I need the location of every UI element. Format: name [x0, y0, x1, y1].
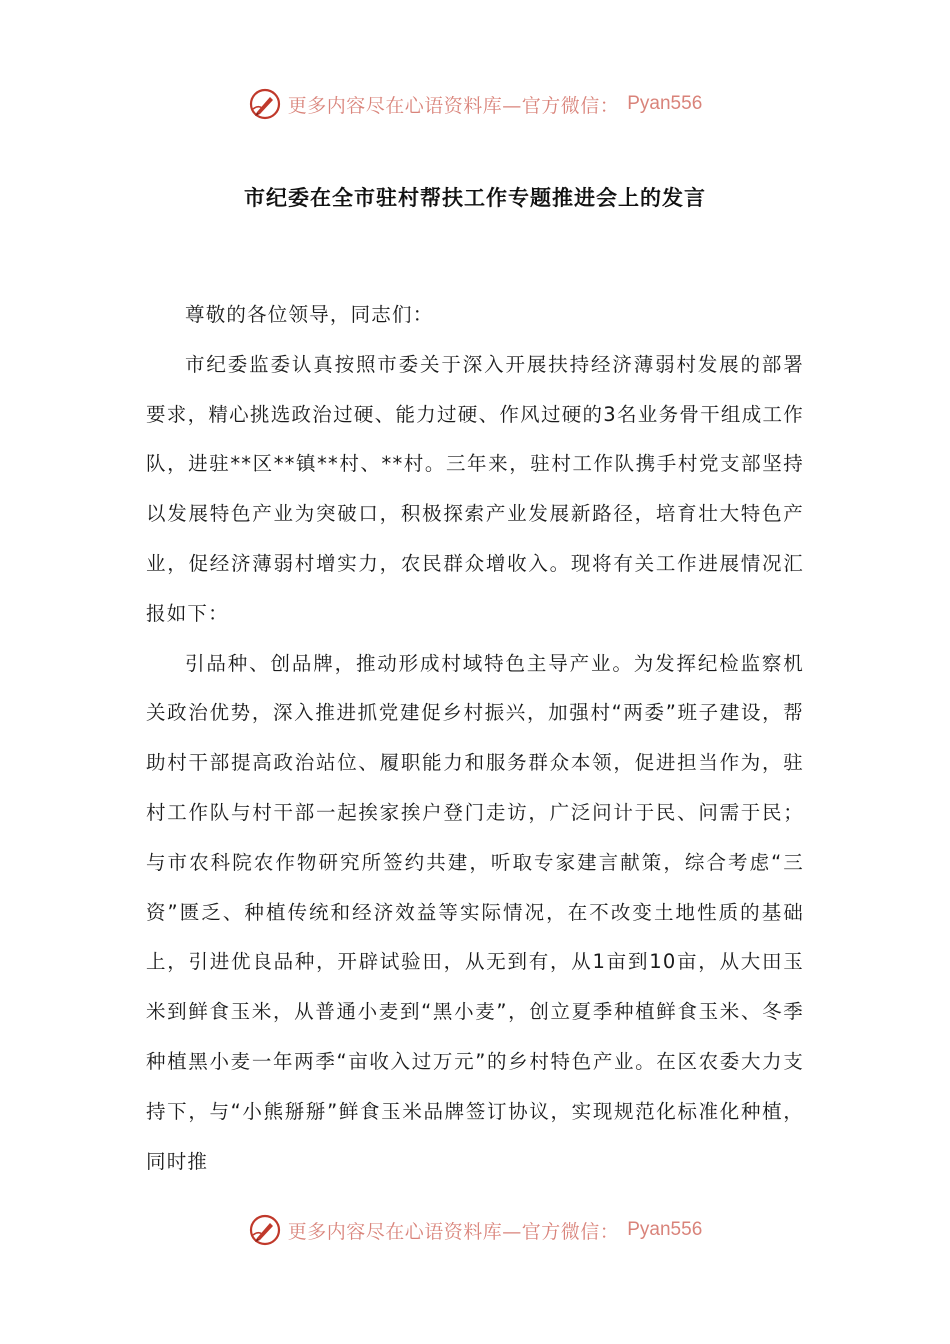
- watermark-wechat-id: Pyan556: [627, 1219, 703, 1240]
- paragraph: 引品种、创品牌，推动形成村域特色主导产业。为发挥纪检监察机关政治优势，深入推进抓党建促乡村振兴，加强村“两委”班子建设，帮助村干部提高政治站位、履职能力和服务群众本领，促进担当作为，驻村工作队与村干部一起挨家挨户登门走访，广泛问计于民、问需于民；与市农科院农作物研究所签约共建，听取专家建言献策，综合考虑“三资”匮乏、种植传统和经济效益等实际情况，在不改变土地性质的基础上，引进优良品种，开辟试验田，从无到有，从1亩到10亩，从大田玉米到鲜食玉米，从普通小麦到“黑小麦”，创立夏季种植鲜食玉米、冬季种植黑小麦一年两季“亩收入过万元”的乡村特色产业。在区农委大力支持下，与“小熊掰掰”鲜食玉米品牌签订协议，实现规范化标准化种植，同时推: [146, 651, 804, 1173]
- pen-logo-icon: [248, 1213, 282, 1247]
- document-title: 市纪委在全市驻村帮扶工作专题推进会上的发言: [244, 186, 706, 210]
- document-body: [146, 290, 804, 1186]
- watermark-text: 更多内容尽在心语资料库—官方微信：: [287, 1220, 620, 1243]
- watermark-text: 更多内容尽在心语资料库—官方微信：: [287, 94, 620, 117]
- watermark-wechat-id: Pyan556: [627, 93, 703, 114]
- paragraph: 市纪委监委认真按照市委关于深入开展扶持经济薄弱村发展的部署要求，精心挑选政治过硬、能力过硬、作风过硬的3名业务骨干组成工作队，进驻**区**镇**村、**村。三年来，驻村工作队携手村党支部坚持以发展特色产业为突破口，积极探索产业发展新路径，培育壮大特色产业，促经济薄弱村增实力，农民群众增收入。现将有关工作进展情况汇报如下：: [146, 352, 804, 625]
- footer-watermark: [0, 1210, 950, 1250]
- header-watermark: [0, 84, 950, 124]
- salutation: 尊敬的各位领导，同志们：: [185, 303, 434, 326]
- pen-logo-icon: [248, 87, 282, 121]
